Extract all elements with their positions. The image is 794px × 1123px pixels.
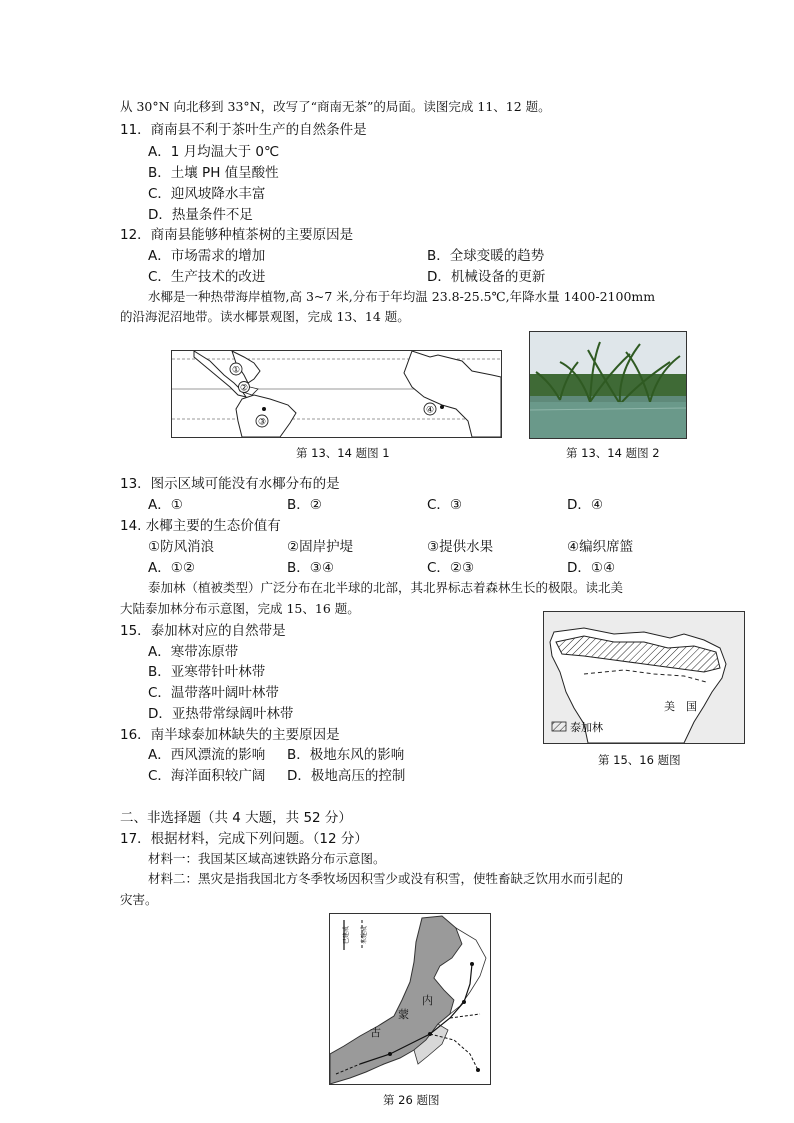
map-figure-13-14-1	[171, 350, 502, 438]
q15-option-b[interactable]: B．亚寒带针叶林带	[148, 664, 266, 680]
q12-option-a[interactable]: A．市场需求的增加	[148, 248, 266, 264]
q15-option-a[interactable]: A．寒带冻原带	[148, 644, 239, 660]
q14-option-c[interactable]: C．②③	[427, 560, 475, 576]
q13-option-c[interactable]: C．③	[427, 497, 463, 513]
intro-taiga-line2: 大陆泰加林分布示意图，完成 15、16 题。	[120, 601, 360, 616]
intro-taiga-line1: 泰加林（植被类型）广泛分布在北半球的北部，其北界标志着森林生长的极限。读北美	[148, 580, 624, 595]
q15-stem: 15．泰加林对应的自然带是	[120, 623, 286, 639]
q16-stem: 16．南半球泰加林缺失的主要原因是	[120, 727, 340, 743]
figure-13-14-1-caption: 第 13、14 题图 1	[296, 446, 390, 460]
intro-palm-line2: 的沿海泥沼地带。读水椰景观图，完成 13、14 题。	[120, 309, 410, 324]
q14-option-b[interactable]: B．③④	[287, 560, 334, 576]
taiga-legend-swatch	[552, 722, 566, 731]
q11-option-c[interactable]: C．迎风坡降水丰富	[148, 186, 266, 202]
railway-map-figure	[329, 913, 491, 1085]
q11-stem: 11．商南县不利于茶叶生产的自然条件是	[120, 122, 367, 138]
q15-option-c[interactable]: C．温带落叶阔叶林带	[148, 685, 279, 701]
intro-tea: 从 30°N 向北移到 33°N，改写了“商南无茶”的局面。读图完成 11、12 题。	[120, 99, 551, 114]
nipa-palm-photo	[529, 331, 687, 439]
region-char-gu: 古	[370, 1026, 381, 1039]
taiga-map-figure	[543, 611, 745, 744]
taiga-legend-label: 泰加林	[570, 721, 603, 734]
region-char-meng: 蒙	[398, 1008, 409, 1021]
q16-option-c[interactable]: C．海洋面积较广阔	[148, 768, 266, 784]
q14-stem: 14. 水椰主要的生态价值有	[120, 518, 281, 534]
q11-option-d[interactable]: D．热量条件不足	[148, 207, 253, 223]
q13-option-b[interactable]: B．②	[287, 497, 322, 513]
q14-item-4: ④编织席篮	[567, 539, 634, 555]
q17-stem: 17．根据材料，完成下列问题。（12 分）	[120, 831, 368, 847]
q17-material-2-line1: 材料二：黑灾是指我国北方冬季牧场因积雪少或没有积雪，使牲畜缺乏饮用水而引起的	[148, 871, 624, 886]
legend-built-label: 已建成	[343, 925, 350, 944]
q14-option-a[interactable]: A．①②	[148, 560, 195, 576]
q14-option-d[interactable]: D．①④	[567, 560, 616, 576]
q17-material-1: 材料一：我国某区域高速铁路分布示意图。	[148, 851, 386, 866]
intro-palm-line1: 水椰是一种热带海岸植物,高 3~7 米,分布于年均温 23.8-25.5℃,年降水量 1400-2100mm	[148, 289, 656, 304]
map-marker-1-label: ①	[231, 365, 241, 376]
q11-option-a[interactable]: A．1 月均温大于 0℃	[148, 144, 280, 160]
figure-15-16-caption: 第 15、16 题图	[598, 753, 681, 767]
q13-option-d[interactable]: D．④	[567, 497, 603, 513]
q12-stem: 12．商南县能够种植茶树的主要原因是	[120, 227, 354, 243]
figure-26-caption: 第 26 题图	[383, 1093, 440, 1107]
q16-option-a[interactable]: A．西风漂流的影响	[148, 747, 266, 763]
figure-13-14-2-caption: 第 13、14 题图 2	[566, 446, 660, 460]
q12-option-d[interactable]: D．机械设备的更新	[427, 269, 546, 285]
q16-option-b[interactable]: B．极地东风的影响	[287, 747, 405, 763]
q11-option-b[interactable]: B．土壤 PH 值呈酸性	[148, 165, 279, 181]
q15-option-d[interactable]: D．亚热带常绿阔叶林带	[148, 706, 294, 722]
region-char-nei: 内	[422, 994, 433, 1007]
q14-item-2: ②固岸护堤	[287, 539, 354, 555]
q14-item-3: ③提供水果	[427, 539, 494, 555]
map-marker-4-label: ④	[425, 405, 435, 416]
q12-option-c[interactable]: C．生产技术的改进	[148, 269, 266, 285]
section-2-heading: 二、非选择题（共 4 大题，共 52 分）	[120, 810, 352, 826]
map-marker-2-label: ②	[239, 383, 249, 394]
map-marker-3-label: ③	[257, 417, 267, 428]
q16-option-d[interactable]: D．极地高压的控制	[287, 768, 406, 784]
q17-material-2-line2: 灾害。	[120, 892, 158, 907]
q13-stem: 13．图示区域可能没有水椰分布的是	[120, 476, 340, 492]
legend-planned-label: 未建成	[361, 925, 368, 944]
q13-option-a[interactable]: A．①	[148, 497, 183, 513]
usa-label: 美 国	[664, 700, 697, 713]
q12-option-b[interactable]: B．全球变暖的趋势	[427, 248, 545, 264]
q14-item-1: ①防风消浪	[148, 539, 215, 555]
